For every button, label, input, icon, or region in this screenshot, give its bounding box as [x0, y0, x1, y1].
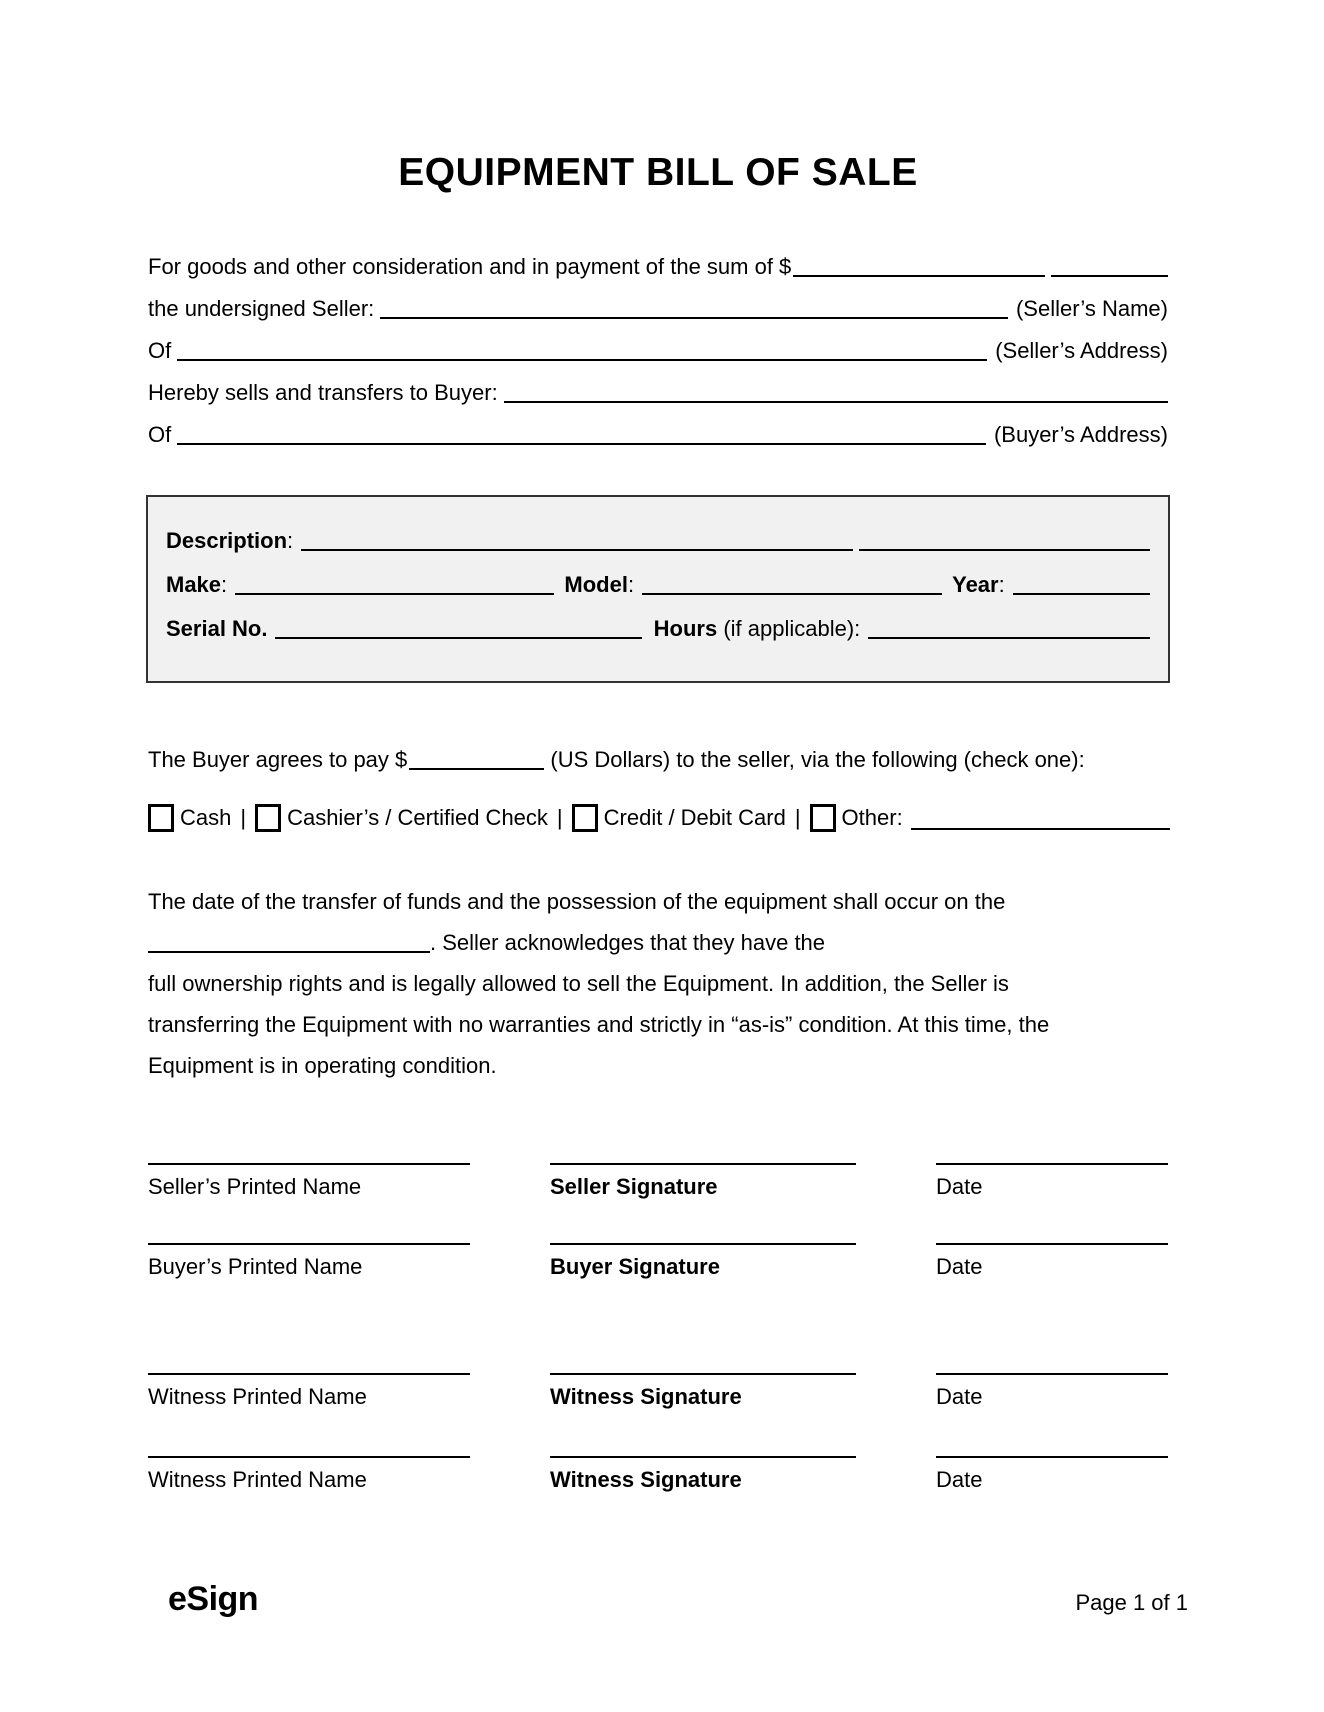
seller-name-suffix: (Seller’s Name)	[1015, 296, 1168, 321]
other-blank[interactable]	[911, 808, 1170, 830]
separator-3: |	[794, 805, 801, 830]
seller-date-label: Date	[936, 1174, 983, 1199]
esign-logo: eSign	[168, 1580, 259, 1618]
witness2-signature-label: Witness Signature	[550, 1467, 742, 1492]
description-colon: :	[287, 528, 294, 553]
seller-name-text: the undersigned Seller:	[148, 296, 381, 321]
terms-text-3: full ownership rights and is legally allowed to sell the Equipment. In addition, the Seller is	[148, 971, 1009, 996]
sum-line	[148, 238, 1168, 280]
buyer-name-text: Hereby sells and transfers to Buyer:	[148, 380, 504, 405]
terms-line-1	[148, 874, 1170, 915]
page-title: EQUIPMENT BILL OF SALE	[398, 151, 918, 194]
witness2-printed-name-label: Witness Printed Name	[148, 1467, 367, 1492]
make-label: Make	[166, 572, 222, 597]
sum-blank-2[interactable]	[1051, 255, 1168, 277]
description-blank-2[interactable]	[859, 529, 1150, 551]
buyer-date-label: Date	[936, 1254, 983, 1279]
terms-line-2	[148, 915, 1170, 956]
hours-suffix: (if applicable):	[717, 616, 861, 641]
serial-blank[interactable]	[275, 617, 641, 639]
terms-text-4: transferring the Equipment with no warranties and strictly in “as-is” condition. At this time, the	[148, 1012, 1050, 1037]
cash-label: Cash	[180, 805, 232, 830]
terms-paragraph	[148, 874, 1170, 1079]
page-number: Page 1 of 1	[1075, 1590, 1188, 1615]
seller-address-suffix: (Seller’s Address)	[995, 338, 1168, 363]
seller-signature-label: Seller Signature	[550, 1174, 718, 1199]
model-blank[interactable]	[642, 573, 942, 595]
payment-method-row	[148, 800, 1170, 836]
witness1-signature-label: Witness Signature	[550, 1384, 742, 1409]
cash-checkbox[interactable]	[148, 804, 174, 832]
seller-printed-name-label: Seller’s Printed Name	[148, 1174, 362, 1199]
payment-amount-line	[148, 731, 1168, 773]
hours-label: Hours	[653, 616, 718, 641]
buyer-address-text: Of	[148, 422, 178, 447]
terms-text-2: . Seller acknowledges that they have the	[430, 930, 826, 955]
terms-line-4	[148, 997, 1170, 1038]
seller-address-text: Of	[148, 338, 178, 363]
payment-amount-blank[interactable]	[409, 748, 544, 770]
sum-blank[interactable]	[793, 255, 1045, 277]
seller-address-blank[interactable]	[177, 339, 987, 361]
cashiers-check-checkbox[interactable]	[255, 804, 281, 832]
witness1-date-label: Date	[936, 1384, 983, 1409]
signature-row-buyer	[148, 1243, 1168, 1280]
make-model-year-line	[166, 554, 1150, 598]
description-blank[interactable]	[301, 529, 853, 551]
intro-paragraph	[148, 238, 1168, 448]
separator-1: |	[240, 805, 247, 830]
year-colon: :	[998, 572, 1005, 597]
hours-blank[interactable]	[868, 617, 1150, 639]
payment-prefix: The Buyer agrees to pay $	[148, 747, 408, 772]
model-label: Model	[564, 572, 628, 597]
credit-debit-label: Credit / Debit Card	[603, 805, 786, 830]
buyer-name-blank[interactable]	[504, 381, 1168, 403]
serial-hours-line	[166, 598, 1150, 642]
signature-row-seller	[148, 1163, 1168, 1200]
payment-suffix: (US Dollars) to the seller, via the following (check one):	[544, 747, 1085, 772]
buyer-signature-label: Buyer Signature	[550, 1254, 720, 1279]
serial-label: Serial No.	[166, 616, 268, 641]
cashiers-check-label: Cashier’s / Certified Check	[287, 805, 548, 830]
separator-2: |	[556, 805, 563, 830]
buyer-address-blank[interactable]	[177, 423, 986, 445]
buyer-printed-name-label: Buyer’s Printed Name	[148, 1254, 363, 1279]
year-blank[interactable]	[1013, 573, 1150, 595]
terms-text-5: Equipment is in operating condition.	[148, 1053, 497, 1078]
buyer-address-suffix: (Buyer’s Address)	[993, 422, 1168, 447]
make-colon: :	[221, 572, 228, 597]
signature-row-witness-2	[148, 1456, 1168, 1493]
other-checkbox[interactable]	[810, 804, 836, 832]
sum-line-text: For goods and other consideration and in payment of the sum of $	[148, 254, 792, 279]
equipment-description-box	[146, 495, 1170, 683]
credit-debit-checkbox[interactable]	[572, 804, 598, 832]
description-label: Description	[166, 528, 288, 553]
witness1-printed-name-label: Witness Printed Name	[148, 1384, 367, 1409]
description-line	[166, 510, 1150, 554]
witness2-date-label: Date	[936, 1467, 983, 1492]
year-label: Year	[952, 572, 999, 597]
buyer-address-line	[148, 406, 1168, 448]
terms-line-5	[148, 1038, 1170, 1079]
seller-name-blank[interactable]	[380, 297, 1008, 319]
terms-line-3	[148, 956, 1170, 997]
page-footer	[148, 1578, 1188, 1618]
signature-row-witness-1	[148, 1373, 1168, 1410]
transfer-date-blank[interactable]	[148, 931, 430, 953]
buyer-name-line	[148, 364, 1168, 406]
terms-text-1: The date of the transfer of funds and the possession of the equipment shall occur on the	[148, 889, 1006, 914]
seller-name-line	[148, 280, 1168, 322]
other-label: Other:	[841, 805, 903, 830]
seller-address-line	[148, 322, 1168, 364]
model-colon: :	[627, 572, 635, 597]
make-blank[interactable]	[235, 573, 554, 595]
